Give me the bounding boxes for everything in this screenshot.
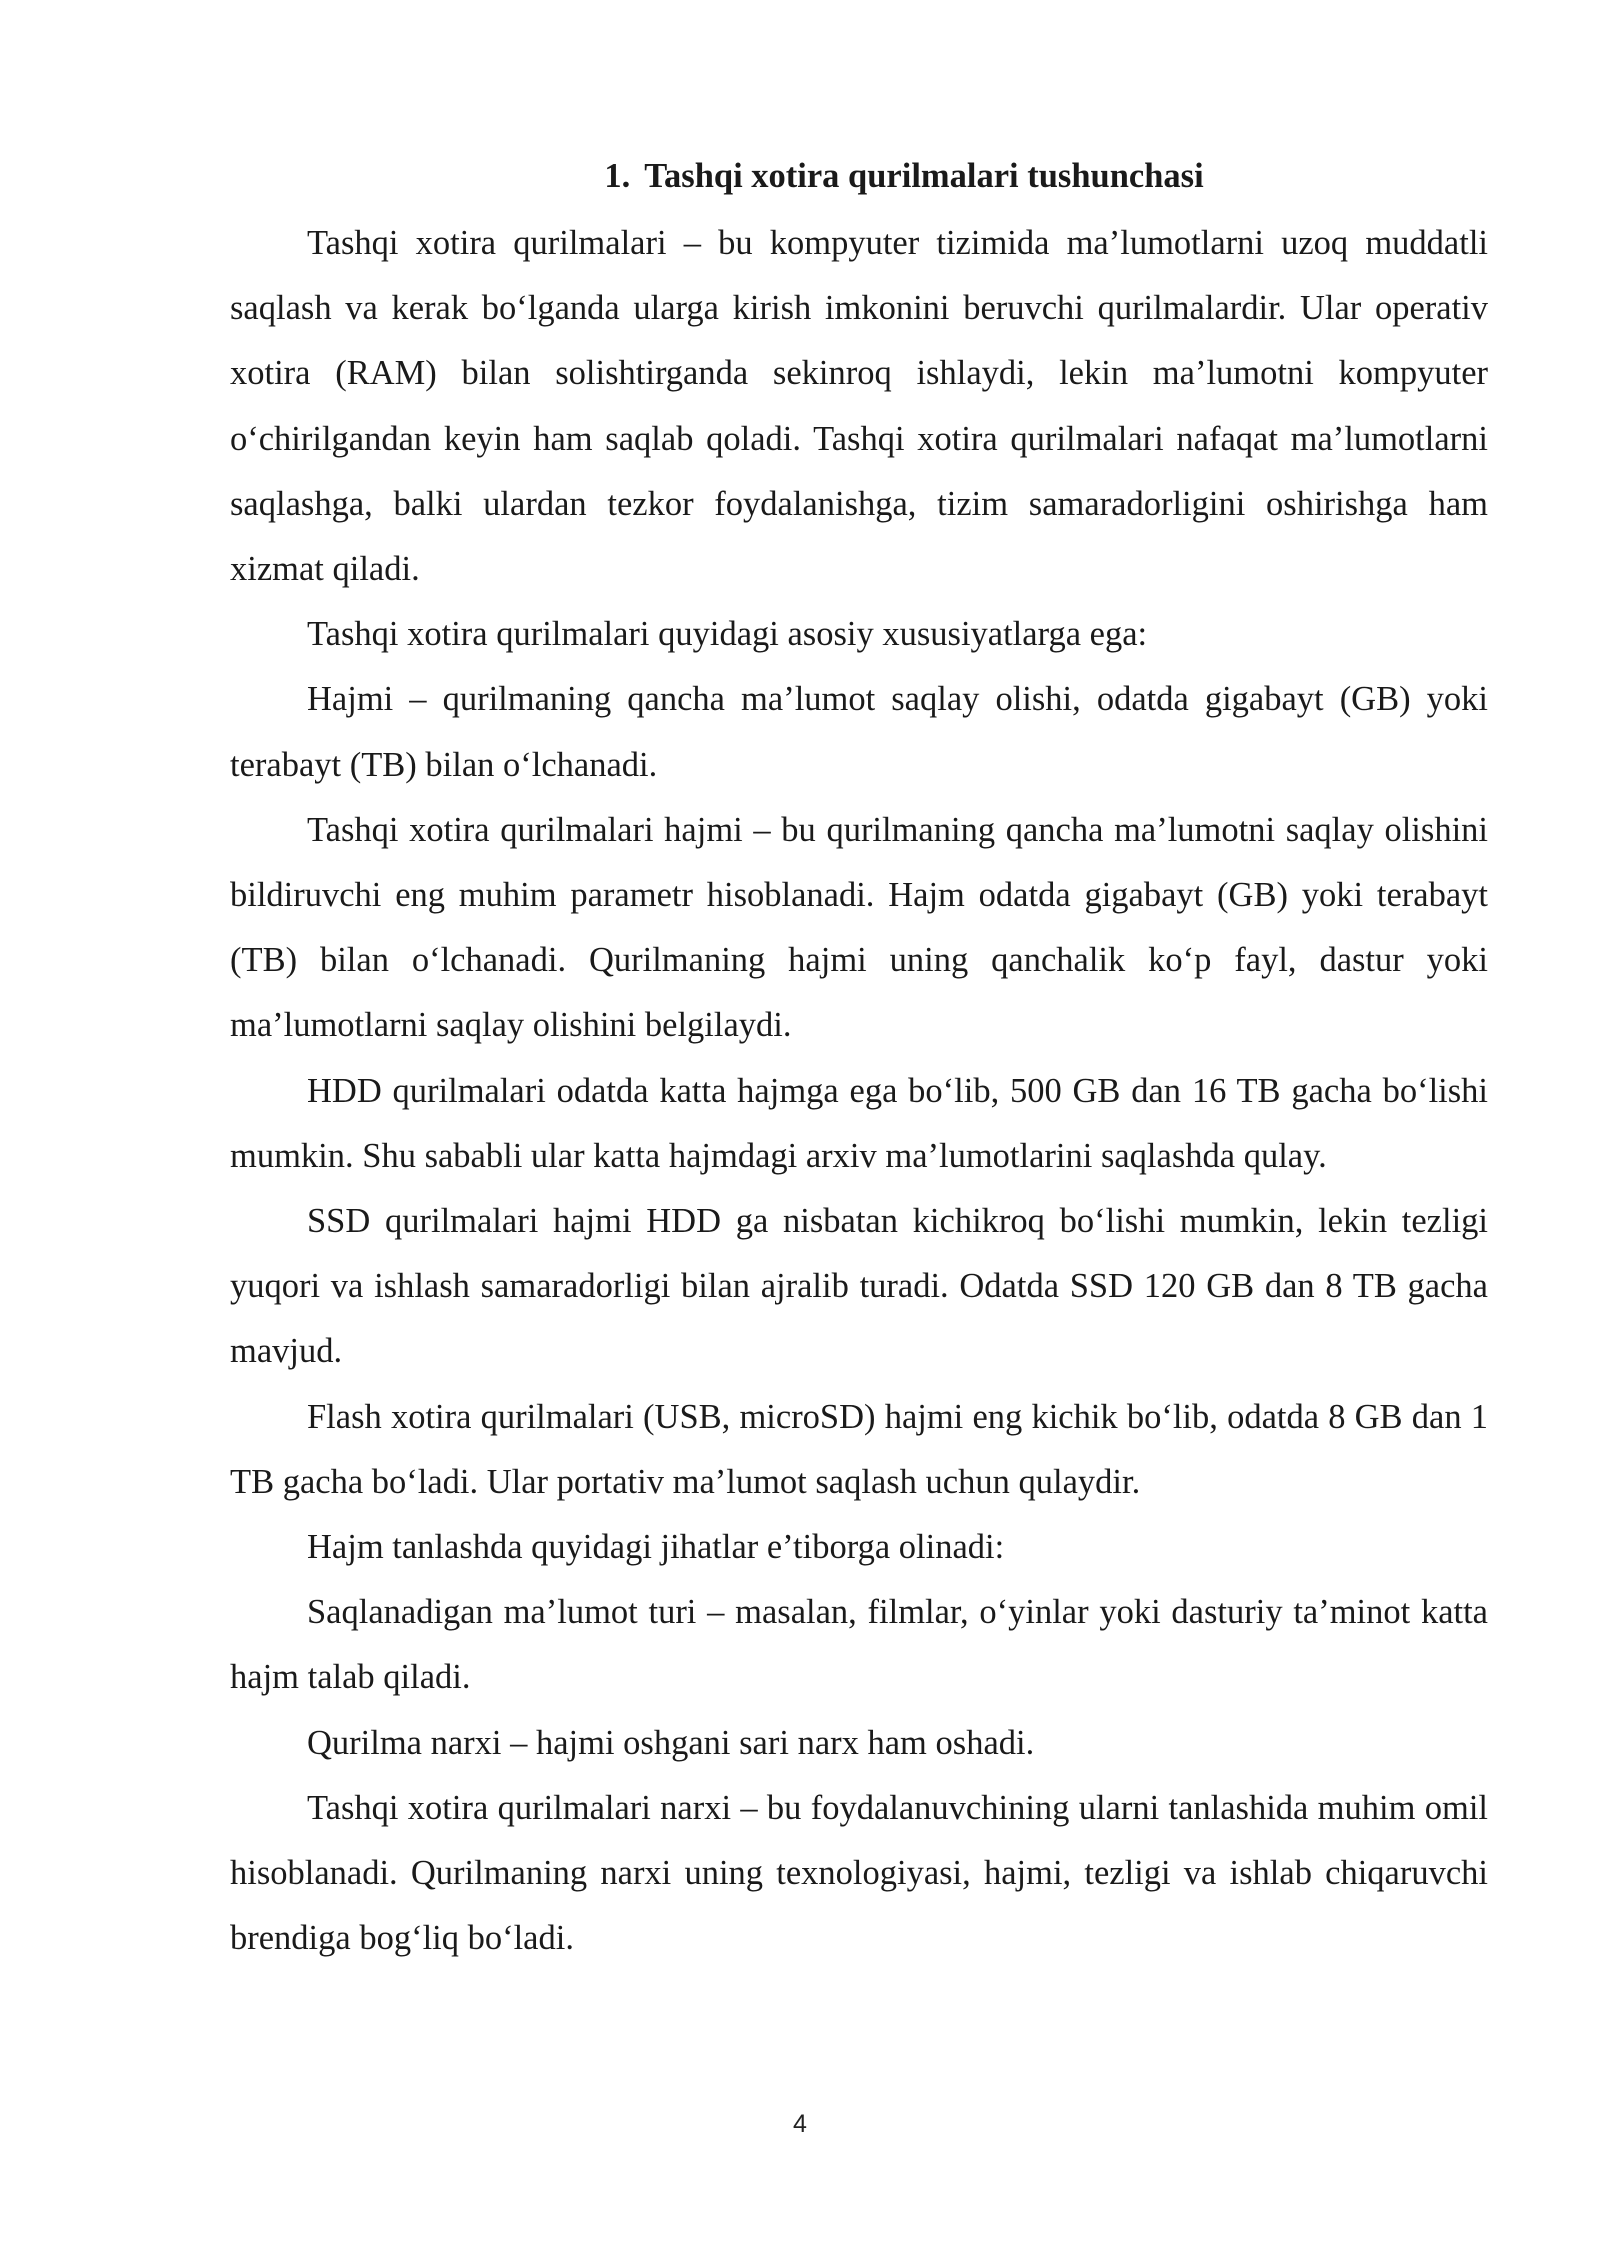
paragraph-ssd: SSD qurilmalari hajmi HDD ga nisbatan kichikroq bo‘lishi mumkin, lekin tezligi yuqori va ishlash samaradorligi bilan ajralib turadi. Odatda SSD 120 GB dan 8 TB gacha mavjud. <box>230 1202 1488 1371</box>
paragraph-hdd: HDD qurilmalari odatda katta hajmga ega bo‘lib, 500 GB dan 16 TB gacha bo‘lishi mumkin. Shu sababli ular katta hajmdagi arxiv ma’lumotlarini saqlashda qulay. <box>230 1071 1488 1175</box>
paragraph-selection-intro: Hajm tanlashda quyidagi jihatlar e’tiborga olinadi: <box>307 1528 1005 1567</box>
section-title: Tashqi xotira qurilmalari tushunchasi <box>644 157 1204 195</box>
paragraph-definition: Tashqi xotira qurilmalari – bu kompyuter tizimida ma’lumotlarni uzoq muddatli saqlash va kerak bo‘lganda ularga kirish imkonini beruvchi qurilmalardir. Ular operativ xotira (RAM) bilan solishtirganda sekinroq ishlaydi, lekin ma’lumotni kompyuter o‘chirilgandan keyin ham saqlab qoladi. Tashqi xotira qurilmalari nafaqat ma’lumotlarni saqlashga, balki ulardan tezkor foydalanishga, tizim samaradorligini oshirishga ham xizmat qiladi. <box>230 224 1488 589</box>
paragraph-device-price: Qurilma narxi – hajmi oshgani sari narx ham oshadi. <box>307 1723 1035 1762</box>
paragraph-capacity-def: Hajmi – qurilmaning qancha ma’lumot saqlay olishi, odatda gigabayt (GB) yoki terabayt (TB) bilan o‘lchanadi. <box>230 680 1488 784</box>
section-number: 1. <box>604 157 631 195</box>
paragraph-data-type: Saqlanadigan ma’lumot turi – masalan, filmlar, o‘yinlar yoki dasturiy ta’minot katta hajm talab qiladi. <box>230 1593 1488 1697</box>
page-content <box>230 150 1488 1971</box>
paragraph-features-intro: Tashqi xotira qurilmalari quyidagi asosiy xususiyatlarga ega: <box>307 615 1148 654</box>
paragraph-capacity-detail: Tashqi xotira qurilmalari hajmi – bu qurilmaning qancha ma’lumotni saqlay olishini bildiruvchi eng muhim parametr hisoblanadi. Hajm odatda gigabayt (GB) yoki terabayt (TB) bilan o‘lchanadi. Qurilmaning hajmi uning qanchalik ko‘p fayl, dastur yoki ma’lumotlarni saqlay olishini belgilaydi. <box>230 810 1488 1045</box>
section-heading <box>230 150 1488 202</box>
page-number: 4 <box>793 2110 807 2138</box>
paragraph-price-detail: Tashqi xotira qurilmalari narxi – bu foydalanuvchining ularni tanlashida muhim omil hisoblanadi. Qurilmaning narxi uning texnologiyasi, hajmi, tezligi va ishlab chiqaruvchi brendiga bog‘liq bo‘ladi. <box>230 1788 1488 1958</box>
paragraph-flash: Flash xotira qurilmalari (USB, microSD) hajmi eng kichik bo‘lib, odatda 8 GB dan 1 TB gacha bo‘ladi. Ular portativ ma’lumot saqlash uchun qulaydir. <box>230 1397 1488 1501</box>
